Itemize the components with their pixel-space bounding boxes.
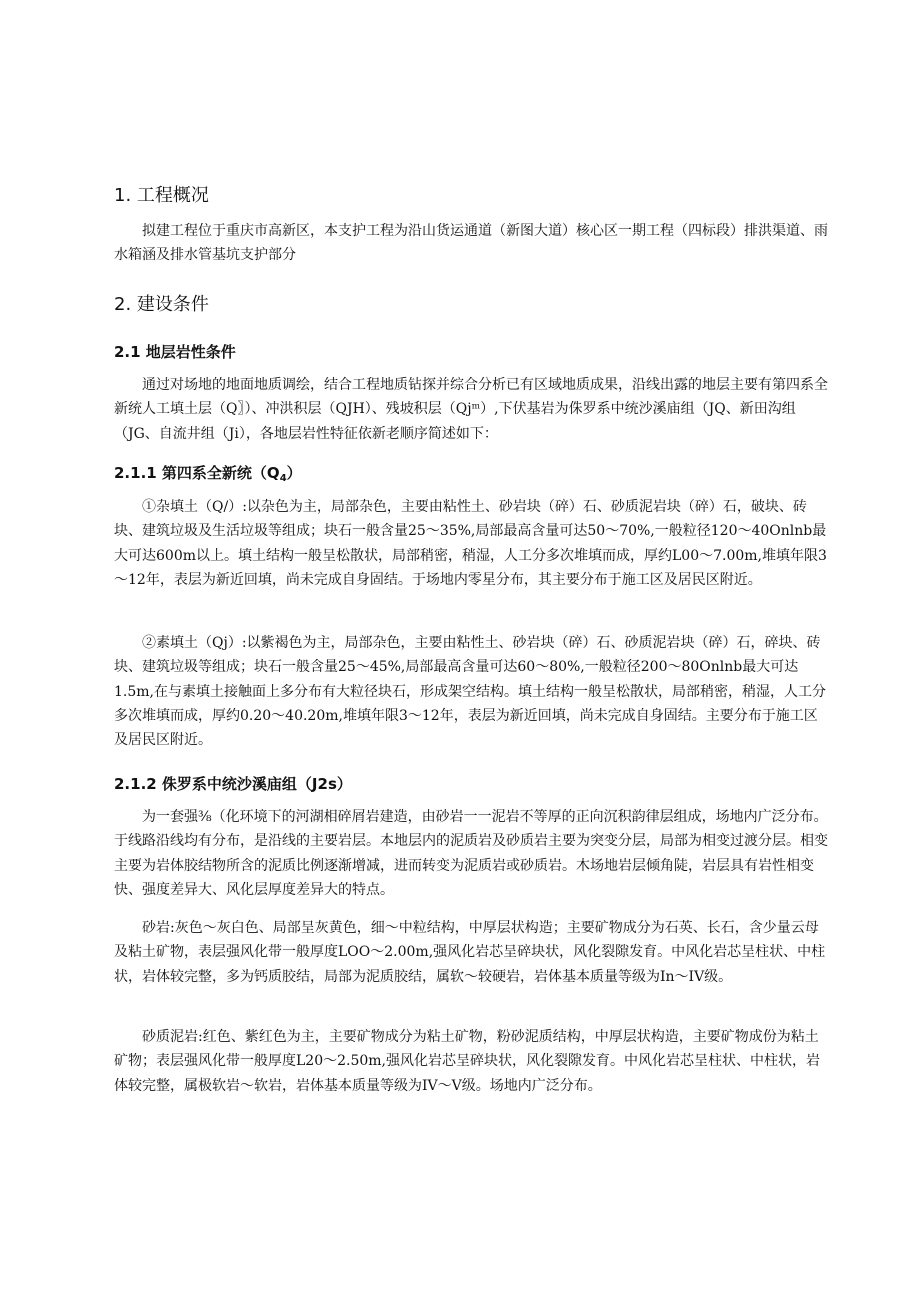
section-1-paragraph: 拟建工程位于重庆市高新区，本支护工程为沿山货运通道（新图大道）核心区一期工程（四标段）排洪渠道、雨水箱涵及排水管基坑支护部分 [114, 223, 828, 264]
section-2-1-heading: 2.1 地层岩性条件 [114, 343, 236, 361]
section-2-1-1-heading-subscript: 4 [279, 473, 287, 484]
fill-soil-paragraph: ①杂填土（Q/）:以杂色为主，局部杂色，主要由粘性土、砂岩块（碎）石、砂质泥岩块（碎）石，破块、砖块、建筑垃圾及生活垃圾等组成；块石一般含量25～35%,局部最高含量可达50～70%,一般粒径120～40Onlnb最大可达600m以上。填土结构一般呈松散状，局部稍密，稍湿，人工分多次堆填而成，厚约L00～7.00m,堆填年限3～12年，表层为新近回填，尚未完成自身固结。于场地内零星分布，其主要分布于施工区及居民区附近。 [114, 499, 827, 588]
plain-fill-paragraph: ②素填土（Qj）:以紫褐色为主，局部杂色，主要由粘性土、砂岩块（碎）石、砂质泥岩块（碎）石，碎块、砖块、建筑垃圾等组成；块石一般含量25～45%,局部最高含量可达60～80%,一般粒径200～80Onlnb最大可达1.5m,在与素填土接触面上多分布有大粒径块石，形成架空结构。填土结构一般呈松散状，局部稍密，稍湿，人工分多次堆填而成，厚约0.20～40.20m,堆填年限3～12年，表层为新近回填，尚未完成自身固结。主要分布于施工区及居民区附近。 [114, 635, 826, 749]
section-2-1-1-heading-text: 2.1.1 第四系全新统（Q [114, 464, 280, 482]
sandstone-paragraph: 砂岩:灰色～灰白色、局部呈灰黄色，细～中粒结构，中厚层状构造；主要矿物成分为石英、长石，含少量云母及粘土矿物，表层强风化带一般厚度LOO～2.00m,强风化岩芯呈碎块状，风化裂隙发育。中风化岩芯呈柱状、中柱状，岩体较完整，多为钙质胶结，局部为泥质胶结，属软～较硬岩，岩体基本质量等级为In～IV级。 [114, 920, 826, 985]
shaximiao-paragraph: 为一套强⅜（化环境下的河湖相碎屑岩建造，由砂岩一一泥岩不等厚的正向沉积韵律层组成，场地内广泛分布。于线路沿线均有分布，是沿线的主要岩层。本地层内的泥质岩及砂质岩主要为突变分层，局部为相变过渡分层。相变主要为岩体胶结物所含的泥质比例逐渐增减，进而转变为泥质岩或砂质岩。木场地岩层倾角陡，岩层具有岩性相变快、强度差异大、风化层厚度差异大的特点。 [114, 809, 828, 898]
section-2-1-1-heading: 2.1.1 第四系全新统$(Q_4)$ [114, 464, 302, 484]
section-2-1-paragraph: 通过对场地的地面地质调绘，结合工程地质钻探并综合分析已有区域地质成果，沿线出露的地层主要有第四系全新统人工填土层（Q〗）、冲洪积层（QJH）、残坡积层（Qjᵐ）,下伏基岩为侏罗系中统沙溪庙组（JQ、新田沟组（JG、自流井组（Ji），各地层岩性特征依新老顺序简述如下： [114, 377, 828, 442]
section-2-heading: 2. 建设条件 [114, 294, 209, 315]
section-2-1-2-heading: 2.1.2 侏罗系中统沙溪庙组（J2s） [114, 775, 352, 793]
sandy-mudstone-paragraph: 砂质泥岩:红色、紫红色为主，主要矿物成分为粘土矿物，粉砂泥质结构，中厚层状构造，主要矿物成份为粘土矿物；表层强风化带一般厚度L20～2.50m,强风化岩芯呈碎块状，风化裂隙发育。中风化岩芯呈柱状、中柱状，岩体较完整，属极软岩～软岩，岩体基本质量等级为IV～V级。场地内广泛分布。 [114, 1029, 821, 1094]
section-1-heading: 1. 工程概况 [114, 185, 209, 206]
